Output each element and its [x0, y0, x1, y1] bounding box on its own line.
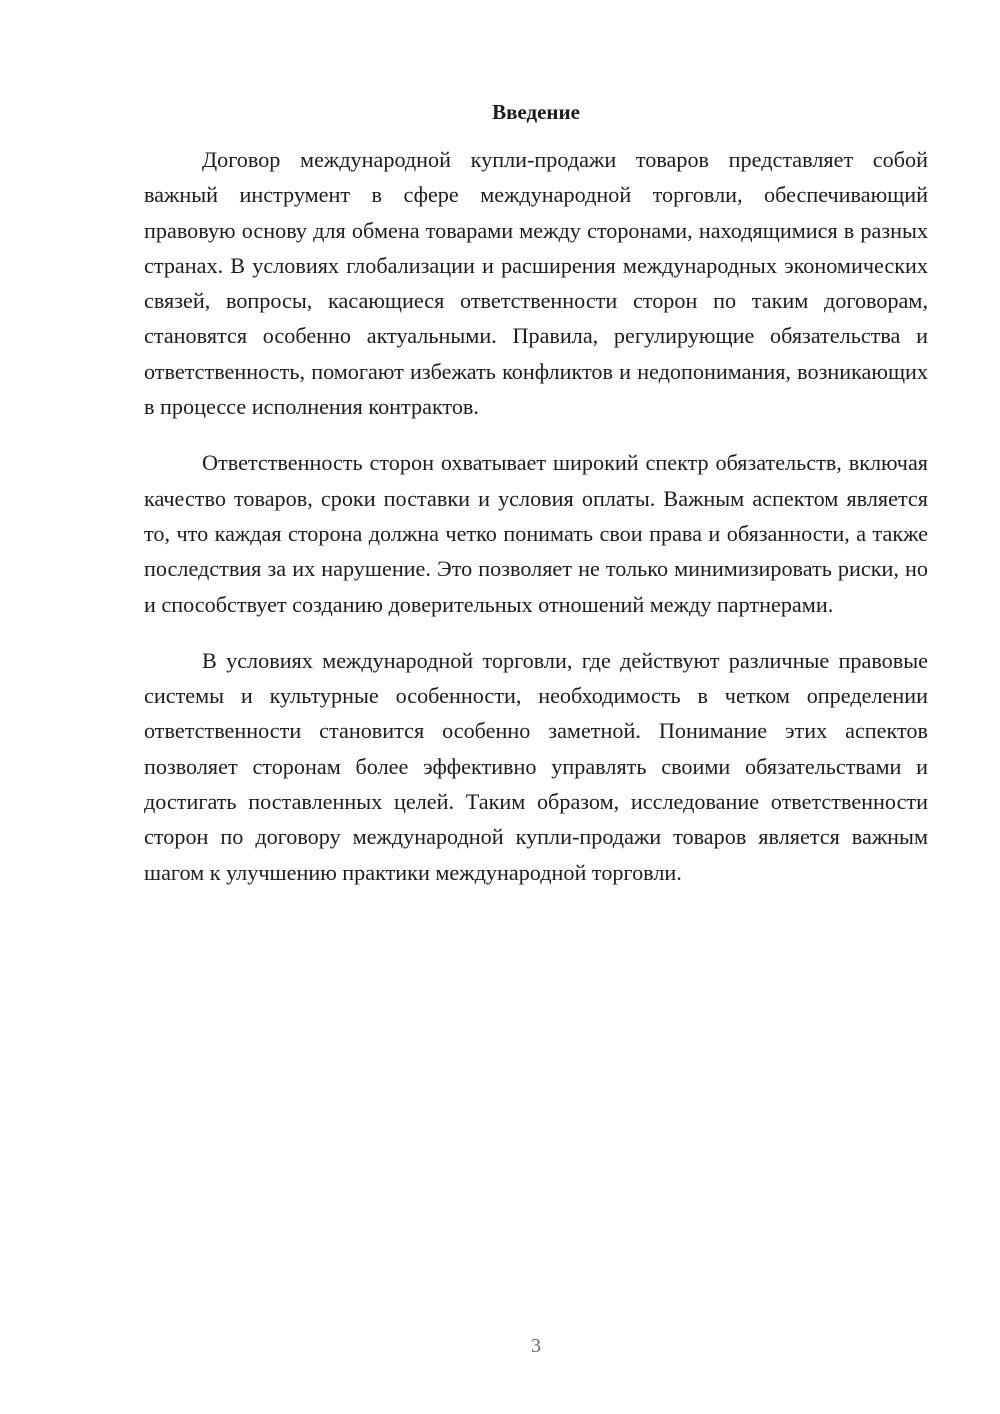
body-text	[144, 142, 928, 890]
page-number: 3	[531, 1335, 541, 1357]
paragraph-1: Договор международной купли-продажи товаров представляет собой важный инструмент в сфере международной торговли, обеспечивающий правовую основу для обмена товарами между сторонами, находящимися в разных странах. В условиях глобализации и расширения международных экономических связей, вопросы, касающиеся ответственности сторон по таким договорам, становятся особенно актуальными. Правила, регулирующие обязательства и ответственность, помогают избежать конфликтов и недопонимания, возникающих в процессе исполнения контрактов.	[144, 147, 928, 420]
paragraph-2: Ответственность сторон охватывает широкий спектр обязательств, включая качество товаров, сроки поставки и условия оплаты. Важным аспектом является то, что каждая сторона должна четко понимать свои права и обязанности, а также последствия за их нарушение. Это позволяет не только минимизировать риски, но и способствует созданию доверительных отношений между партнерами.	[144, 450, 928, 617]
section-heading: Введение	[492, 100, 580, 124]
paragraph-3: В условиях международной торговли, где действуют различные правовые системы и культурные особенности, необходимость в четком определении ответственности становится особенно заметной. Понимание этих аспектов позволяет сторонам более эффективно управлять своими обязательствами и достигать поставленных целей. Таким образом, исследование ответственности сторон по договору международной купли-продажи товаров является важным шагом к улучшению практики международной торговли.	[144, 647, 928, 885]
